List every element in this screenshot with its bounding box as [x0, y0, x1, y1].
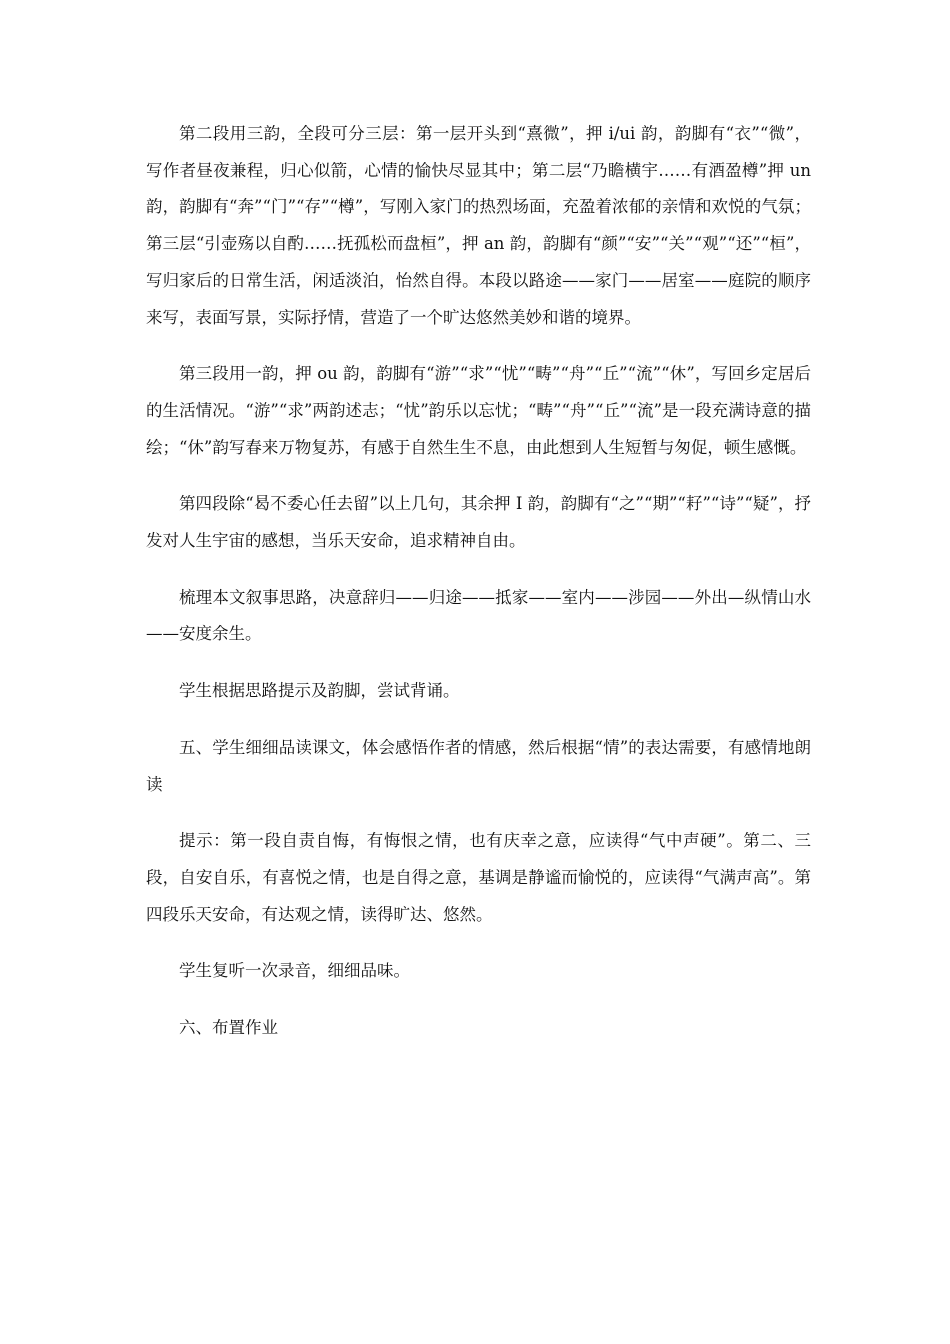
section-heading-five: 五、学生细细品读课文，体会感悟作者的情感，然后根据“情”的表达需要，有感情地朗读	[146, 737, 811, 794]
paragraph-second-section-rhyme: 第二段用三韵，全段可分三层：第一层开头到“熹微”，押 i/ui 韵，韵脚有“衣”“微”，写作者昼夜兼程，归心似箭，心情的愉快尽显其中；第二层“乃瞻横宇……有酒盈樽”押 un 韵，韵脚有“奔”“门”“存”“樽”，写刚入家门的热烈场面，充盈着浓郁的亲情和欢悦的气氛；第三层“引壶殇以自酌……抚孤松而盘桓”，押 an 韵，韵脚有“颜”“安”“关”“观”“还”“桓”，写归家后的日常生活，闲适淡泊，怡然自得。本段以路途——家门——居室——庭院的顺序来写，表面写景，实际抒情，营造了一个旷达悠然美妙和谐的境界。	[146, 124, 811, 327]
section-heading-six: 六、布置作业	[179, 1018, 278, 1038]
paragraph-narrative-outline: 梳理本文叙事思路，决意辞归——归途——抵家——室内——涉园——外出—纵情山水——安度余生。	[146, 587, 811, 644]
paragraph-listen-again: 学生复听一次录音，细细品味。	[179, 961, 410, 981]
paragraph-third-section-rhyme: 第三段用一韵，押 ou 韵，韵脚有“游”“求”“忧”“畴”“舟”“丘”“流”“休”，写回乡定居后的生活情况。“游”“求”两韵述志；“忧”韵乐以忘忧；“畴”“舟”“丘”“流”是一段充满诗意的描绘；“休”韵写春来万物复苏，有感于自然生生不息，由此想到人生短暂与匆促，顿生感慨。	[146, 364, 811, 457]
paragraph-fourth-section-rhyme: 第四段除“曷不委心任去留”以上几句，其余押 I 韵，韵脚有“之”“期”“耔”“诗”“疑”，抒发对人生宇宙的感想，当乐天安命，追求精神自由。	[146, 494, 811, 551]
document-page	[146, 116, 811, 1067]
paragraph-recitation-attempt: 学生根据思路提示及韵脚，尝试背诵。	[179, 681, 460, 701]
paragraph-reading-hints: 提示：第一段自责自悔，有悔恨之情，也有庆幸之意，应读得“气中声硬”。第二、三段，自安自乐，有喜悦之情，也是自得之意，基调是静谧而愉悦的，应读得“气满声高”。第四段乐天安命，有达观之情，读得旷达、悠然。	[146, 831, 811, 924]
